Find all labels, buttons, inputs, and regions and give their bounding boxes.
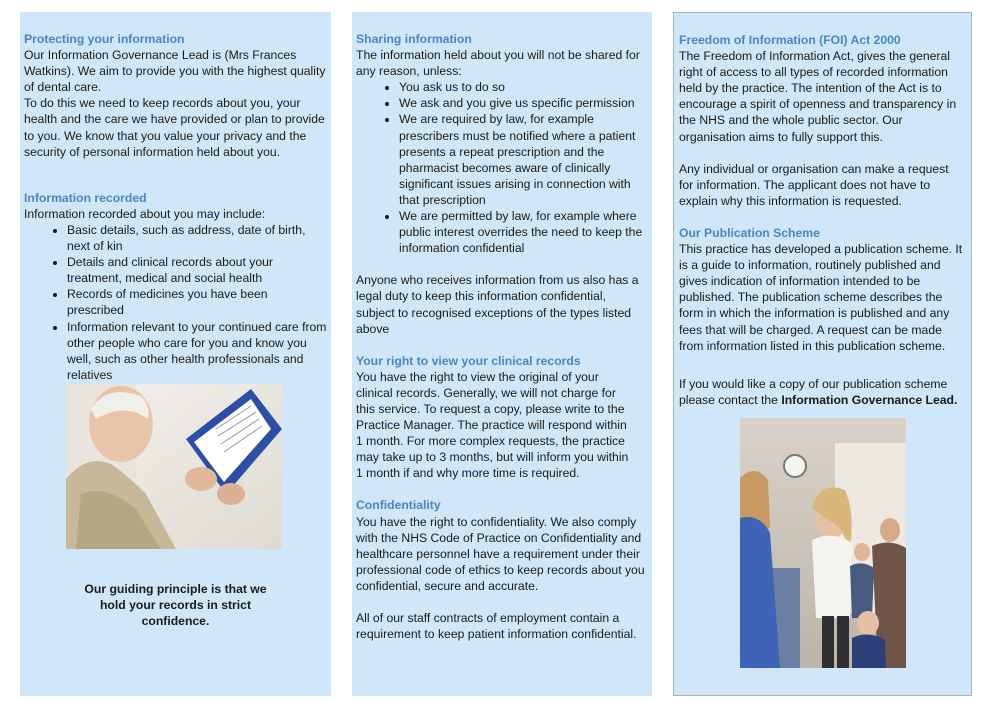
protecting-heading: Protecting your information	[24, 32, 185, 46]
list-item: • We are required by law, for example prescribers must be notified where a patient presents a repeat prescription and the pharmacist becomes aware of clinically significant issues arising in connection with that prescription	[399, 111, 648, 208]
family-dental-reception-photo	[740, 418, 906, 668]
middle-panel	[352, 12, 652, 696]
view-records-heading: Your right to view your clinical records	[356, 353, 581, 368]
right-panel	[673, 12, 972, 696]
confidentiality-heading: Confidentiality	[356, 498, 441, 513]
sharing-list	[356, 79, 648, 256]
information-recorded-intro: Information recorded about you may include:	[24, 206, 266, 221]
sharing-outro: Anyone who receives information from us also has a legal duty to keep this information confidential, subject to recognised exceptions of the types listed above	[356, 273, 639, 336]
sharing-intro: The information held about you will not be shared for any reason, unless:	[356, 48, 640, 79]
list-item: • Information relevant to your continued care from other people who care for you and know you well, such as other health professionals and relatives	[67, 319, 327, 383]
publication-scheme-heading: Our Publication Scheme	[679, 225, 820, 240]
list-item: • Records of medicines you have been prescribed	[67, 286, 327, 318]
information-recorded-heading: Information recorded	[24, 190, 147, 205]
sharing-heading: Sharing information	[356, 32, 472, 46]
list-item: • You ask us to do so	[399, 79, 648, 95]
contact-governance-lead: Information Governance Lead.	[781, 392, 958, 407]
view-records-text: You have the right to view the original of your clinical records. Generally, we will not charge for this service. To request a copy, please write to the Practice Manager. The practice will respond within 1 month. For more complex requests, the practice may take up to 3 months, but will inform you within 1 month if and why more time is required.	[356, 369, 629, 481]
foi-heading: Freedom of Information (FOI) Act 2000	[679, 33, 901, 47]
protecting-paragraph-1: Our Information Governance Lead is (Mrs Frances Watkins). We aim to provide you with the highest quality of dental care.	[24, 48, 326, 95]
protecting-paragraph-2: To do this we need to keep records about you, your health and the care we have provided or plan to provide to you. We know that you value your privacy and the security of personal information held about you.	[24, 96, 325, 159]
elderly-man-clipboard-photo	[66, 384, 282, 549]
list-item: • Basic details, such as address, date of birth, next of kin	[67, 222, 327, 254]
contact-text	[679, 376, 965, 408]
information-recorded-list	[24, 222, 327, 383]
contact-text-plain: If you would like a copy of our publication scheme please contact the	[679, 376, 948, 407]
publication-scheme-text: This practice has developed a publication scheme. It is a guide to information, routinely published and gives indication of information intended to be published. The publication scheme describes the form in which the information is published and any fees that will be charged. A request can be made from information listed in this publication scheme.	[679, 242, 963, 353]
list-item: • We ask and you give us specific permission	[399, 95, 648, 111]
list-item: • Details and clinical records about your treatment, medical and social health	[67, 254, 327, 286]
staff-contracts-text: All of our staff contracts of employment contain a requirement to keep patient information confidential.	[356, 611, 637, 642]
foi-paragraph-2: Any individual or organisation can make a request for information. The applicant does not have to explain why this information is requested.	[679, 161, 949, 208]
left-panel	[20, 12, 331, 696]
foi-paragraph-1: The Freedom of Information Act, gives the general right of access to all types of recorded information held by the practice. The intention of the Act is to encourage a spirit of openness and transparency in the NHS and the whole public sector. Our organisation aims to fully support this.	[679, 49, 957, 144]
confidentiality-text: You have the right to confidentiality. We also comply with the NHS Code of Practice on Confidentiality and healthcare personnel have a requirement under their professional code of ethics to keep records about you confidential, secure and accurate.	[356, 514, 645, 593]
list-item: • We are permitted by law, for example where public interest overrides the need to keep the information confidential	[399, 208, 648, 256]
guiding-principle: Our guiding principle is that we hold your records in strict confidence.	[84, 582, 267, 628]
